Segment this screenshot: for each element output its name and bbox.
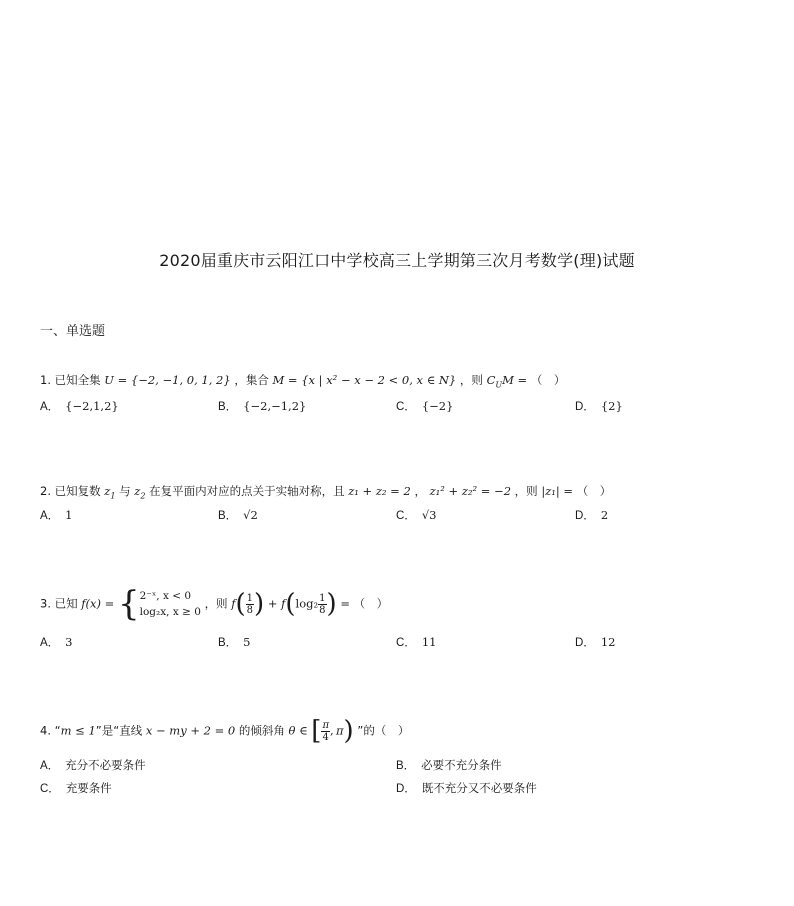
fraction: $\frac{\pi}{4}$: [322, 719, 330, 743]
answer-blank: （ ）: [576, 484, 612, 498]
fraction: $\frac{1}{8}$: [319, 592, 326, 616]
question-text: 在复平面内对应的点关于实轴对称，且: [149, 484, 345, 498]
left-brace: {: [117, 584, 140, 624]
math-expression: z₁ + z₂ = 2: [348, 484, 411, 498]
question-text: ，则: [514, 484, 538, 498]
question-text: 已知复数: [54, 484, 101, 498]
question-text: ，集合: [234, 373, 269, 387]
option-d[interactable]: D． 既不充分又不必要条件: [396, 781, 537, 795]
question-number: 2.: [40, 484, 51, 498]
option-d[interactable]: D． 12: [575, 635, 616, 649]
math-expression: θ ∈: [288, 723, 308, 738]
option-b[interactable]: B． 必要不充分条件: [396, 758, 502, 772]
answer-blank: （ ）: [530, 373, 566, 387]
question-text: 已知全集: [54, 373, 101, 387]
option-c[interactable]: C． 充要条件: [40, 781, 112, 795]
option-d[interactable]: D． 2: [575, 508, 609, 522]
option-c[interactable]: C． 11: [396, 635, 437, 649]
fraction: $\frac{1}{8}$: [246, 592, 254, 616]
option-a[interactable]: A． 3: [40, 635, 73, 649]
question-3: 3. 已知 f(x) = { 2⁻ˣ, x < 0 log₂x, x ≥ 0 ，则 f( $\frac{1}{8}$ ) + f(log₂ $\frac{1}{8}$ ) = （ ）: [40, 584, 389, 624]
piecewise-cases: 2⁻ˣ, x < 0 log₂x, x ≥ 0: [139, 590, 201, 618]
answer-blank: （ ）: [353, 596, 389, 611]
question-number: 1.: [40, 373, 51, 387]
option-c[interactable]: C． {−2}: [396, 399, 454, 413]
math-expression: $C_UM$ =: [486, 373, 528, 390]
option-d[interactable]: D． {2}: [575, 399, 623, 413]
math-expression: x − my + 2 = 0: [145, 723, 236, 738]
math-expression: m ≤ 1: [60, 723, 96, 738]
option-c[interactable]: C． √3: [396, 508, 437, 522]
option-a[interactable]: A． 1: [40, 508, 73, 522]
question-number: 3.: [40, 596, 51, 611]
question-text: ，则: [459, 373, 483, 387]
math-expression: |z₁| =: [541, 484, 574, 498]
question-4: 4. “m ≤ 1”是“直线 x − my + 2 = 0 的倾斜角 θ ∈ [ $\frac{\pi}{4}$ , π) ”的（ ）: [40, 716, 410, 746]
option-b[interactable]: B． √2: [218, 508, 258, 522]
option-b[interactable]: B． {−2,−1,2}: [218, 399, 307, 413]
question-text: 与: [119, 484, 131, 498]
question-2: [40, 483, 611, 500]
question-1: [40, 372, 565, 389]
exam-title: 2020届重庆市云阳江口中学校高三上学期第三次月考数学(理)试题: [159, 251, 635, 270]
math-expression: U = {−2, −1, 0, 1, 2}: [104, 373, 231, 387]
question-text: ，: [414, 484, 426, 498]
question-text: ，则: [204, 596, 228, 611]
math-variable: $z_2$: [134, 484, 146, 501]
math-variable: $z_1$: [104, 484, 116, 501]
section-heading: 一、单选题: [40, 324, 106, 339]
math-expression: z₁² + z₂² = −2: [429, 484, 512, 498]
math-expression: M = {x | x² − x − 2 < 0, x ∈ N}: [272, 373, 457, 387]
math-expression: f(x) =: [81, 596, 115, 611]
question-number: 4.: [40, 723, 51, 738]
option-b[interactable]: B． 5: [218, 635, 251, 649]
option-a[interactable]: A． 充分不必要条件: [40, 758, 146, 772]
option-a[interactable]: A． {−2,1,2}: [40, 399, 119, 413]
question-text: 已知: [54, 596, 78, 611]
